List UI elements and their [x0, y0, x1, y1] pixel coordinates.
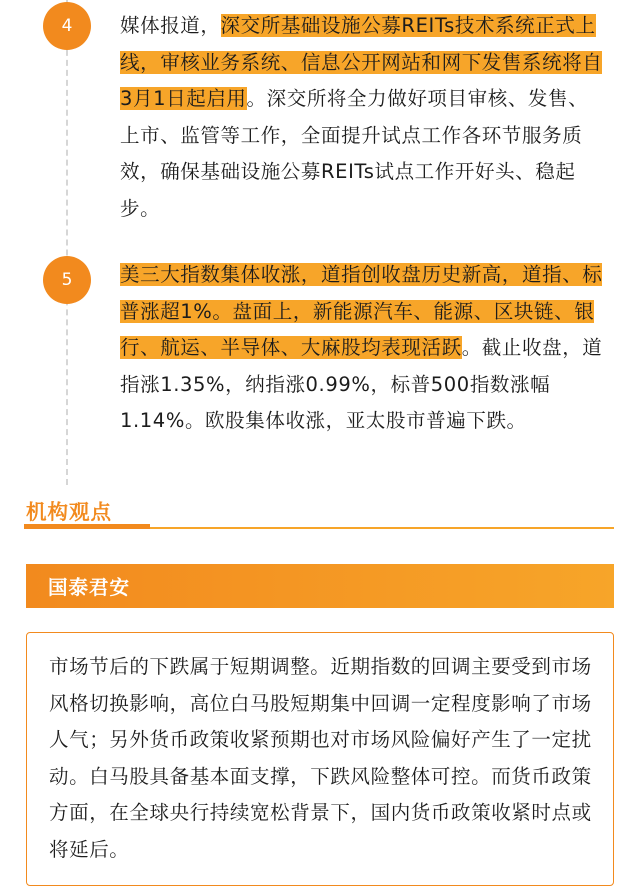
institution-header	[26, 564, 614, 608]
timeline-line	[66, 0, 68, 485]
opinion-box	[26, 632, 614, 886]
item-number-badge	[43, 256, 91, 304]
item-highlight: 美三大指数集体收涨，道指创收盘历史新高，道指、标普涨超1%。盘面上，新能源汽车、能源、区块链、银行、航运、半导体、大麻股均表现活跃	[120, 263, 603, 359]
item-number: 4	[61, 16, 73, 36]
news-item-4	[120, 8, 608, 227]
item-text-before: 媒体报道，	[120, 14, 221, 37]
section-title: 机构观点	[26, 500, 112, 524]
news-item-5	[120, 257, 608, 440]
institution-name: 国泰君安	[48, 576, 131, 599]
item-text-after: 。截止收盘，道指涨1.35%，纳指涨0.99%，标普500指数涨幅1.14%。欧股集体收涨，亚太股市普遍下跌。	[120, 336, 603, 432]
opinion-text: 市场节后的下跌属于短期调整。近期指数的回调主要受到市场风格切换影响，高位白马股短期集中回调一定程度影响了市场人气；另外货币政策收紧预期也对市场风险偏好产生了一定扰动。白马股具备基本面支撑，下跌风险整体可控。而货币政策方面，在全球央行持续宽松背景下，国内货币政策收紧时点或将延后。	[49, 655, 592, 861]
section-divider-accent	[24, 524, 150, 529]
item-highlight: 深交所基础设施公募REITs技术系统正式上线，审核业务系统、信息公开网站和网下发售系统将自3月1日起启用	[120, 14, 603, 110]
item-number-badge	[43, 2, 91, 50]
item-number: 5	[61, 270, 73, 290]
item-text-after: 。深交所将全力做好项目审核、发售、上市、监管等工作，全面提升试点工作各环节服务质效，确保基础设施公募REITs试点工作开好头、稳起步。	[120, 87, 589, 220]
